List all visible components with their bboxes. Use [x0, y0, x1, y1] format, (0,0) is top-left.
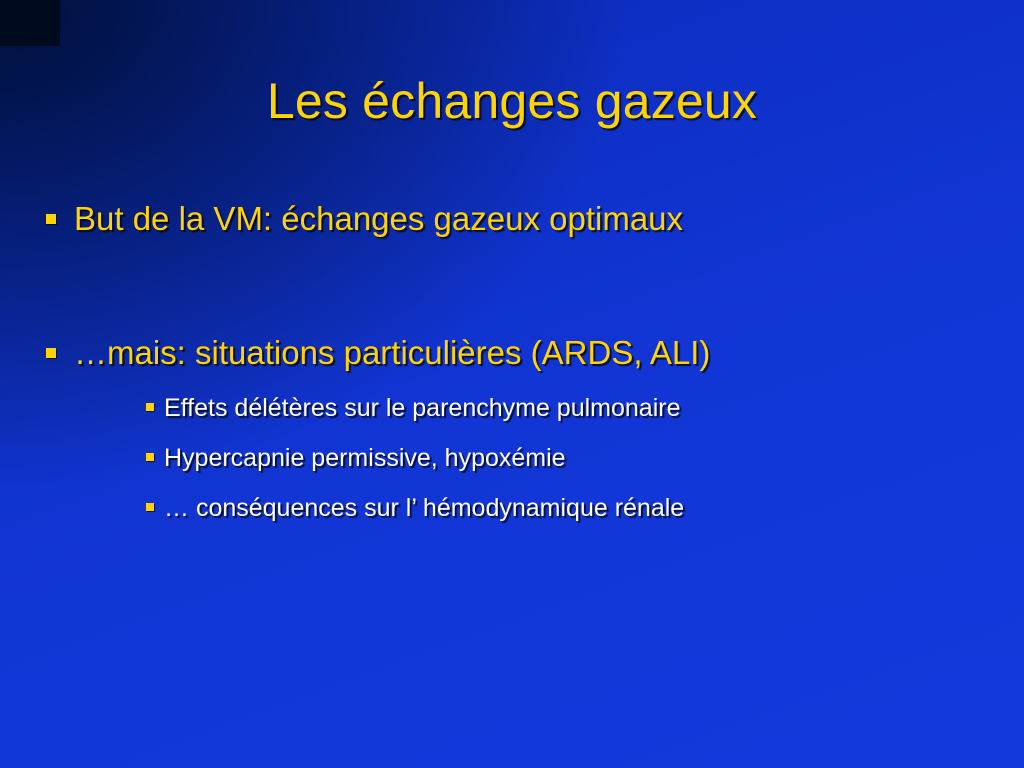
- sub-bullet-item: [146, 394, 680, 423]
- square-bullet-icon: [146, 503, 154, 511]
- sub-bullet-text: … conséquences sur l’ hémodynamique rénale: [164, 494, 685, 522]
- sub-bullet-item: [146, 444, 566, 473]
- bullet-item: [46, 200, 683, 238]
- sub-bullet-text: Effets délétères sur le parenchyme pulmonaire: [164, 394, 681, 422]
- square-bullet-icon: [146, 403, 154, 411]
- square-bullet-icon: [146, 453, 154, 461]
- sub-bullet-text: Hypercapnie permissive, hypoxémie: [164, 444, 566, 472]
- bullet-item: [46, 334, 710, 372]
- corner-decoration: [0, 0, 60, 46]
- square-bullet-icon: [46, 348, 56, 358]
- slide-title: Les échanges gazeux: [266, 73, 758, 129]
- bullet-text: …mais: situations particulières (ARDS, ALI): [74, 334, 711, 371]
- bullet-text: But de la VM: échanges gazeux optimaux: [74, 200, 684, 237]
- sub-bullet-item: [146, 494, 684, 523]
- square-bullet-icon: [46, 214, 56, 224]
